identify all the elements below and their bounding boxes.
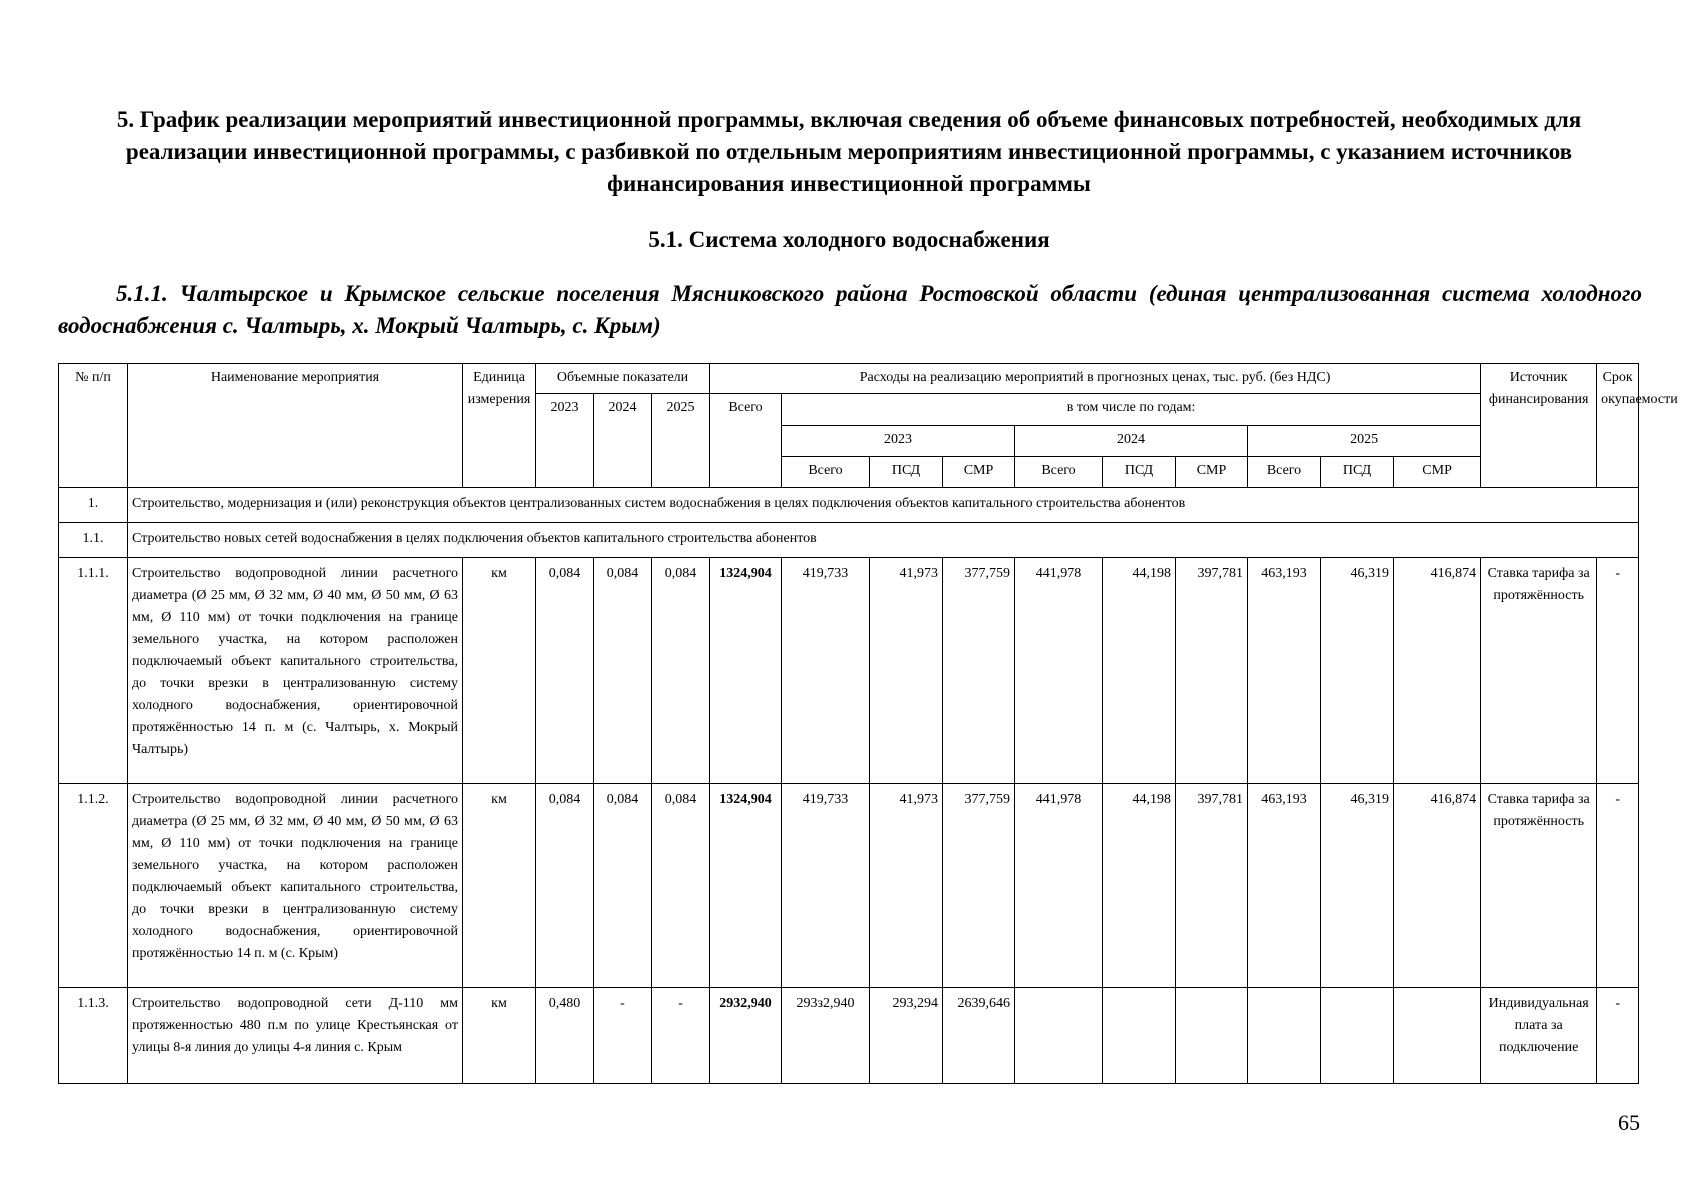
row-2025-smr: 416,874: [1394, 784, 1481, 988]
section-title: 5.1.1. Чалтырское и Крымское сельские поселения Мясниковского района Ростовской области (единая централизованная система холодного водоснабжения с. Чалтырь, х. Мокрый Чалтырь, с. Крым): [58, 281, 1642, 338]
header-sub-smr: СМР: [1394, 457, 1481, 488]
header-vol-2024: 2024: [594, 394, 652, 488]
header-vol-2025: 2025: [652, 394, 710, 488]
row-name: Строительство водопроводной линии расчетного диаметра (Ø 25 мм, Ø 32 мм, Ø 40 мм, Ø 50 мм, Ø 63 мм, Ø 110 мм) от точки подключения на границе земельного участка, на котором расположен подключаемый объект капитального строительства, до точки врезки в централизованную систему холодного водоснабжения, ориентировочной протяжённостью 14 п. м (с. Чалтырь, х. Мокрый Чалтырь): [128, 558, 463, 784]
row-total: 1324,904: [710, 558, 782, 784]
page-number: 65: [1618, 1110, 1640, 1135]
table-row: [59, 558, 1639, 784]
row-name: Строительство водопроводной сети Д-110 мм протяженностью 480 п.м по улице Крестьянская от улицы 8-я линия до улицы 4-я линия с. Крым: [128, 988, 463, 1084]
header-payback: Срок окупаемости: [1597, 364, 1639, 488]
row-vol-2025: 0,084: [652, 558, 710, 784]
row-2023-total: 293з2,940: [782, 988, 870, 1084]
row-2023-total: 419,733: [782, 558, 870, 784]
row-unit: км: [463, 558, 536, 784]
header-sub-total: Всего: [782, 457, 870, 488]
row-unit: км: [463, 988, 536, 1084]
row-payback: -: [1597, 988, 1639, 1084]
row-2024-psd: [1103, 988, 1176, 1084]
document-subtitle: 5.1. Система холодного водоснабжения: [648, 227, 1050, 252]
row-2025-total: 463,193: [1248, 558, 1321, 784]
row-2023-smr: 377,759: [943, 784, 1015, 988]
row-2023-psd: 41,973: [870, 784, 943, 988]
row-vol-2025: 0,084: [652, 784, 710, 988]
row-vol-2023: 0,084: [536, 784, 594, 988]
row-vol-2023: 0,084: [536, 558, 594, 784]
row-2024-psd: 44,198: [1103, 784, 1176, 988]
section-text: Строительство новых сетей водоснабжения в целях подключения объектов капитального строительства абонентов: [128, 523, 1639, 558]
row-vol-2024: 0,084: [594, 558, 652, 784]
table-row: [59, 784, 1639, 988]
row-source: Индивидуальная плата за подключение: [1481, 988, 1597, 1084]
header-sub-total: Всего: [1015, 457, 1103, 488]
row-2025-smr: 416,874: [1394, 558, 1481, 784]
header-num: № п/п: [59, 364, 128, 488]
header-by-years: в том числе по годам:: [782, 394, 1481, 426]
row-2023-psd: 41,973: [870, 558, 943, 784]
document-title: 5. График реализации мероприятий инвестиционной программы, включая сведения об объеме финансовых потребностей, необходимых для реализации инвестиционной программы, с разбивкой по отдельным мероприятиям инвестиционной программы, с указанием источников финансирования инвестиционной программы: [116, 107, 1582, 196]
row-2023-total: 419,733: [782, 784, 870, 988]
row-2024-total: 441,978: [1015, 784, 1103, 988]
section-num: 1.: [59, 488, 128, 523]
header-year-2025: 2025: [1248, 426, 1481, 457]
row-name: Строительство водопроводной линии расчетного диаметра (Ø 25 мм, Ø 32 мм, Ø 40 мм, Ø 50 мм, Ø 63 мм, Ø 110 мм) от точки подключения на границе земельного участка, на котором расположен подключаемый объект капитального строительства, до точки врезки в централизованную систему холодного водоснабжения, ориентировочной протяжённостью 14 п. м (с. Крым): [128, 784, 463, 988]
section-text: Строительство, модернизация и (или) реконструкция объектов централизованных систем водоснабжения в целях подключения объектов капитального строительства абонентов: [128, 488, 1639, 523]
row-2024-psd: 44,198: [1103, 558, 1176, 784]
row-vol-2024: 0,084: [594, 784, 652, 988]
row-source: Ставка тарифа за протяжённость: [1481, 784, 1597, 988]
row-2023-psd: 293,294: [870, 988, 943, 1084]
row-2025-total: 463,193: [1248, 784, 1321, 988]
row-2025-psd: [1321, 988, 1394, 1084]
row-payback: -: [1597, 784, 1639, 988]
table-row: [59, 988, 1639, 1084]
row-num: 1.1.1.: [59, 558, 128, 784]
investment-table: [58, 363, 1678, 1084]
row-2024-smr: 397,781: [1176, 784, 1248, 988]
header-year-2024: 2024: [1015, 426, 1248, 457]
header-sub-smr: СМР: [943, 457, 1015, 488]
row-unit: км: [463, 784, 536, 988]
header-sub-psd: ПСД: [1321, 457, 1394, 488]
row-2025-total: [1248, 988, 1321, 1084]
header-total: Всего: [710, 394, 782, 488]
header-sub-psd: ПСД: [870, 457, 943, 488]
row-num: 1.1.2.: [59, 784, 128, 988]
row-2025-psd: 46,319: [1321, 558, 1394, 784]
row-2023-smr: 2639,646: [943, 988, 1015, 1084]
section-num: 1.1.: [59, 523, 128, 558]
header-sub-total: Всего: [1248, 457, 1321, 488]
row-total: 2932,940: [710, 988, 782, 1084]
row-2024-smr: 397,781: [1176, 558, 1248, 784]
row-2025-smr: [1394, 988, 1481, 1084]
header-sub-smr: СМР: [1176, 457, 1248, 488]
header-year-2023: 2023: [782, 426, 1015, 457]
row-vol-2023: 0,480: [536, 988, 594, 1084]
row-2024-total: [1015, 988, 1103, 1084]
header-vol-2023: 2023: [536, 394, 594, 488]
row-vol-2025: -: [652, 988, 710, 1084]
row-payback: -: [1597, 558, 1639, 784]
header-costs: Расходы на реализацию мероприятий в прогнозных ценах, тыс. руб. (без НДС): [710, 364, 1481, 394]
header-sub-psd: ПСД: [1103, 457, 1176, 488]
row-source: Ставка тарифа за протяжённость: [1481, 558, 1597, 784]
section-row: [59, 488, 1639, 523]
row-2024-smr: [1176, 988, 1248, 1084]
header-source: Источник финансирования: [1481, 364, 1597, 488]
section-row: [59, 523, 1639, 558]
row-2025-psd: 46,319: [1321, 784, 1394, 988]
row-vol-2024: -: [594, 988, 652, 1084]
header-name: Наименование мероприятия: [128, 364, 463, 488]
row-total: 1324,904: [710, 784, 782, 988]
row-num: 1.1.3.: [59, 988, 128, 1084]
row-2023-smr: 377,759: [943, 558, 1015, 784]
row-2024-total: 441,978: [1015, 558, 1103, 784]
header-unit: Единица измерения: [463, 364, 536, 488]
header-volumes: Объемные показатели: [536, 364, 710, 394]
